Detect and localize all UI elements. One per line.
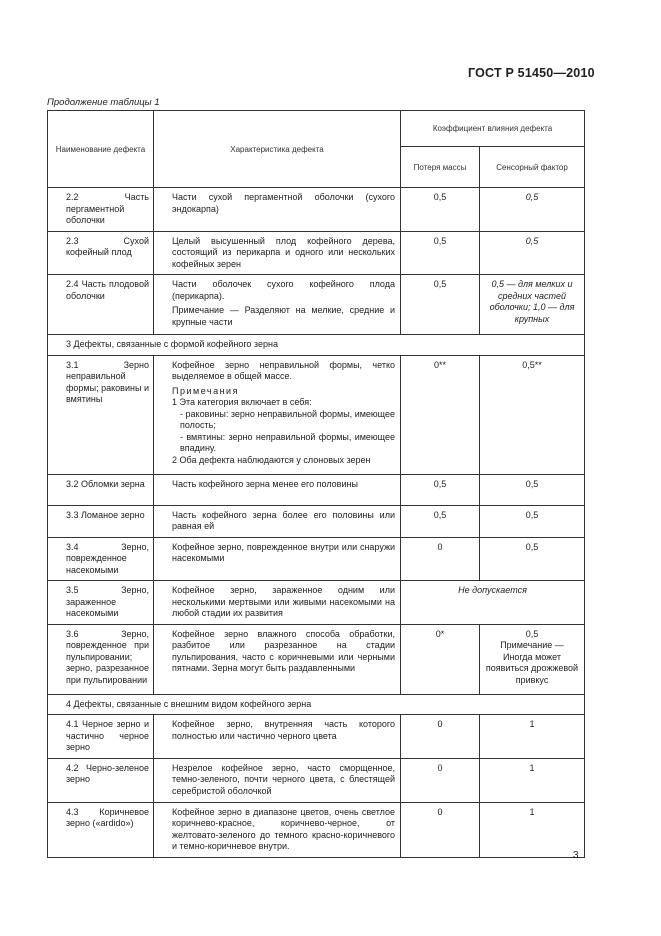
header-defect-name: Наименование дефекта [48,111,154,188]
defect-name: 3.1 Зерно неправильной формы; раковины и вмятины [48,355,154,474]
sensory-factor-value: 0,5 [480,537,585,581]
sensory-factor-value: 0,5** [480,355,585,474]
mass-loss-value: 0,5 [401,231,480,275]
defect-name: 3.2 Обломки зерна [48,474,154,505]
defect-name: 3.4 Зерно, поврежденное насекомыми [48,537,154,581]
table-row [48,188,585,232]
sensory-factor-value: 0,5 [525,628,539,639]
sensory-factor-value: 1 [480,802,585,857]
defect-characteristic: Кофейное зерно неправильной формы, четко выделяемое в общей массе. [172,359,395,381]
defect-characteristic: Целый высушенный плод кофейного дерева, состоящий из перикарпа и одного или нескольких кофейных зерен [154,231,401,275]
mass-loss-value: 0 [401,715,480,759]
defect-characteristic: Часть кофейного зерна более его половины или равная ей [154,505,401,537]
mass-loss-value: 0,5 [401,275,480,335]
mass-loss-value: 0 [401,758,480,802]
table-row [48,275,585,335]
defect-name: 2.2 Часть пергаментной оболочки [48,188,154,232]
mass-loss-value: 0 [401,802,480,857]
table-row [48,624,585,694]
defect-characteristic: Части оболочек сухого кофейного плода (перикарпа). [172,279,395,301]
header-coefficient: Коэффициент влияния дефекта [401,111,585,147]
defect-note: Примечание — Разделяют на мелкие, средние и крупные части [172,305,395,327]
mass-loss-value: 0 [401,537,480,581]
defect-characteristic: Кофейное зерно, внутренняя часть которого полностью или частично черного цвета [154,715,401,759]
sensory-factor-value: 0,5 [480,188,585,232]
table-row [48,231,585,275]
sensory-factor-value: 0,5 [480,474,585,505]
page-number: 3 [573,850,579,861]
header-defect-characteristic: Характеристика дефекта [154,111,401,188]
standard-number: ГОСТ Р 51450—2010 [468,66,595,80]
defect-name: 4.1 Черное зерно и частично черное зерно [48,715,154,759]
defect-name: 4.2 Черно-зеленое зерно [48,758,154,802]
not-allowed-value: Не допускается [401,581,585,625]
defect-characteristic: Кофейное зерно, поврежденное внутри или снаружи насекомыми [154,537,401,581]
section-title: 3 Дефекты, связанные с формой кофейного зерна [48,335,585,356]
sensory-factor-value: 1 [480,758,585,802]
defect-characteristic: Кофейное зерно в диапазоне цветов, очень светлое коричнево-красное, коричнево-черное, от желтовато-зеленого до темного красно-коричневого и темно-коричневое внутри. [154,802,401,857]
table-row [48,581,585,625]
defect-characteristic: Незрелое кофейное зерно, часто сморщенное, темно-зеленого, почти черного цвета, с блестящей серебристой оболочкой [154,758,401,802]
note-line: 1 Эта категория включает в себя: [172,397,312,407]
defects-table [47,110,585,858]
header-mass-loss: Потеря массы [401,147,480,188]
defect-name: 3.5 Зерно, зараженное насекомыми [48,581,154,625]
sensory-factor-value: 0,5 — для мелких и средних частей оболочки; 1,0 — для крупных [480,275,585,335]
defect-name: 3.6 Зерно, поврежденное при пульпировании; зерно, разрезанное при пульпировании [48,624,154,694]
table-row [48,802,585,857]
mass-loss-value: 0** [401,355,480,474]
notes-title: Примечания [172,385,239,396]
header-sensory-factor: Сенсорный фактор [480,147,585,188]
defect-characteristic: Часть кофейного зерна менее его половины [154,474,401,505]
note-line: - вмятины: зерно неправильной формы, имеющее впадину. [180,431,395,453]
defect-name: 2.4 Часть плодовой оболочки [48,275,154,335]
table-row [48,715,585,759]
note-line: 2 Оба дефекта наблюдаются у слоновых зерен [172,454,371,465]
mass-loss-value: 0,5 [401,188,480,232]
mass-loss-value: 0,5 [401,474,480,505]
mass-loss-value: 0* [401,624,480,694]
table-row [48,474,585,505]
table-row [48,758,585,802]
defect-characteristic: Кофейное зерно влажного способа обработки, разбитое или разрезанное на стадии пульпирования, часто с коричневыми или черными пятнами. Зерна могут быть раздавленными [154,624,401,694]
sensory-factor-note: Примечание — Иногда может появиться дрожжевой привкус [485,640,579,685]
table-continuation-caption: Продолжение таблицы 1 [47,97,160,108]
table-row [48,355,585,474]
table-row [48,537,585,581]
defect-characteristic: Части сухой пергаментной оболочки (сухого эндокарпа) [154,188,401,232]
note-line: - раковины: зерно неправильной формы, имеющее полость; [180,408,395,430]
sensory-factor-value: 0,5 [480,505,585,537]
defect-name: 2.3 Сухой кофейный плод [48,231,154,275]
section-title: 4 Дефекты, связанные с внешним видом кофейного зерна [48,694,585,715]
defect-name: 3.3 Ломаное зерно [48,505,154,537]
sensory-factor-value: 0,5 [480,231,585,275]
mass-loss-value: 0,5 [401,505,480,537]
table-row [48,505,585,537]
defect-name: 4.3 Коричневое зерно («ardido») [48,802,154,857]
section-row [48,694,585,715]
section-row [48,335,585,356]
defect-characteristic: Кофейное зерно, зараженное одним или несколькими мертвыми или живыми насекомыми на любой стадии их развития [154,581,401,625]
sensory-factor-value: 1 [480,715,585,759]
